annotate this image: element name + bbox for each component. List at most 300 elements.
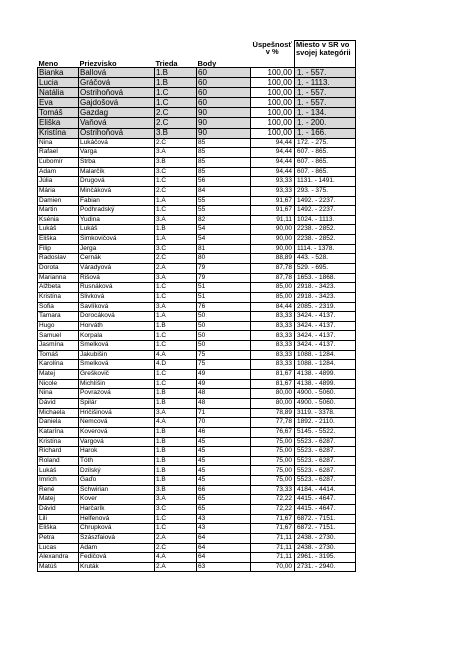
cell-success: 85,00 — [251, 283, 295, 293]
cell-name: Nicole — [38, 379, 79, 389]
cell-rank: 1. - 200. — [295, 118, 356, 128]
table-row — [38, 302, 356, 312]
cell-points: 82 — [197, 215, 251, 225]
table-row — [38, 418, 356, 428]
cell-class: 1.C — [155, 88, 197, 98]
cell-class: 1.B — [155, 321, 197, 331]
cell-points: 90 — [197, 118, 251, 128]
cell-success: 78,89 — [251, 408, 295, 418]
table-row — [38, 447, 356, 457]
cell-name: Ksénia — [38, 215, 79, 225]
cell-points: 54 — [197, 225, 251, 235]
cell-success: 75,00 — [251, 466, 295, 476]
cell-name: Tamara — [38, 312, 79, 322]
cell-points: 64 — [197, 553, 251, 563]
cell-surname: Malarčík — [79, 167, 155, 177]
cell-surname: Adam — [79, 543, 155, 553]
header-success-line2: v % — [265, 47, 279, 56]
table-row — [38, 235, 356, 245]
cell-success: 83,33 — [251, 312, 295, 322]
cell-success: 73,33 — [251, 485, 295, 495]
cell-points: 45 — [197, 466, 251, 476]
cell-surname: Greškovič — [79, 370, 155, 380]
cell-success: 100,00 — [251, 108, 295, 118]
cell-success: 87,78 — [251, 263, 295, 273]
table-row — [38, 273, 356, 283]
cell-name: Samuel — [38, 331, 79, 341]
cell-name: Kristína — [38, 128, 79, 138]
table-row — [38, 196, 356, 206]
table-row — [38, 398, 356, 408]
cell-class: 1.C — [155, 341, 197, 351]
table-row — [38, 148, 356, 158]
cell-class: 1.C — [155, 524, 197, 534]
header-row — [38, 41, 356, 68]
cell-success: 100,00 — [251, 118, 295, 128]
table-row — [38, 118, 356, 128]
cell-points: 50 — [197, 331, 251, 341]
cell-success: 90,00 — [251, 235, 295, 245]
table-row — [38, 167, 356, 177]
cell-success: 83,33 — [251, 350, 295, 360]
cell-rank: 1. - 557. — [295, 88, 356, 98]
cell-rank: 529. - 695. — [295, 263, 356, 273]
cell-class: 1.A — [155, 312, 197, 322]
cell-success: 70,00 — [251, 562, 295, 572]
cell-success: 88,89 — [251, 254, 295, 264]
cell-points: 76 — [197, 302, 251, 312]
table-row — [38, 225, 356, 235]
cell-rank: 1088. - 1284. — [295, 350, 356, 360]
cell-points: 55 — [197, 206, 251, 216]
table-row — [38, 98, 356, 108]
cell-class: 2.C — [155, 138, 197, 148]
cell-surname: Kruták — [79, 562, 155, 572]
table-row — [38, 427, 356, 437]
cell-success: 80,00 — [251, 398, 295, 408]
cell-points: 60 — [197, 68, 251, 78]
cell-surname: Minčáková — [79, 186, 155, 196]
cell-surname: Ostrihoňová — [79, 128, 155, 138]
header-rank — [295, 41, 356, 68]
cell-rank: 2918. - 3423. — [295, 292, 356, 302]
table-row — [38, 360, 356, 370]
cell-name: Lili — [38, 514, 79, 524]
cell-name: Eliška — [38, 524, 79, 534]
cell-success: 81,67 — [251, 379, 295, 389]
table-row — [38, 533, 356, 543]
cell-success: 91,67 — [251, 206, 295, 216]
cell-points: 48 — [197, 398, 251, 408]
cell-surname: Horváth — [79, 321, 155, 331]
header-success-line1: Úspešnosť — [252, 40, 292, 49]
cell-surname: Koverová — [79, 427, 155, 437]
cell-name: Imrich — [38, 476, 79, 486]
cell-surname: Helfenová — [79, 514, 155, 524]
cell-name: Rafael — [38, 148, 79, 158]
cell-success: 71,11 — [251, 543, 295, 553]
cell-surname: Fabian — [79, 196, 155, 206]
cell-surname: Gajdošová — [79, 98, 155, 108]
header-points: Body — [197, 58, 217, 68]
cell-points: 49 — [197, 379, 251, 389]
cell-success: 71,67 — [251, 514, 295, 524]
cell-rank: 5523. - 6287. — [295, 447, 356, 457]
cell-surname: Vaňová — [79, 118, 155, 128]
table-row — [38, 283, 356, 293]
cell-rank: 1131. - 1491. — [295, 177, 356, 187]
cell-rank: 1. - 166. — [295, 128, 356, 138]
cell-rank: 2438. - 2730. — [295, 543, 356, 553]
cell-name: Nina — [38, 138, 79, 148]
table-row — [38, 177, 356, 187]
cell-points: 43 — [197, 524, 251, 534]
cell-surname: Šmelková — [79, 341, 155, 351]
cell-success: 91,11 — [251, 215, 295, 225]
cell-surname: Harčarík — [79, 505, 155, 515]
cell-class: 2.A — [155, 533, 197, 543]
table-row — [38, 562, 356, 572]
cell-points: 75 — [197, 360, 251, 370]
cell-class: 1.B — [155, 78, 197, 88]
cell-name: Júlia — [38, 177, 79, 187]
table-row — [38, 476, 356, 486]
cell-name: Karolína — [38, 360, 79, 370]
cell-surname: Schwirian — [79, 485, 155, 495]
cell-success: 93,33 — [251, 186, 295, 196]
cell-surname: Lukáš — [79, 225, 155, 235]
cell-surname: Drugová — [79, 177, 155, 187]
cell-points: 51 — [197, 292, 251, 302]
cell-points: 56 — [197, 177, 251, 187]
cell-rank: 607. - 865. — [295, 157, 356, 167]
cell-rank: 5523. - 6287. — [295, 456, 356, 466]
cell-points: 85 — [197, 167, 251, 177]
cell-surname: Štrba — [79, 157, 155, 167]
cell-rank: 1. - 1113. — [295, 78, 356, 88]
cell-success: 90,00 — [251, 244, 295, 254]
table-row — [38, 206, 356, 216]
cell-points: 64 — [197, 543, 251, 553]
cell-rank: 3424. - 4137. — [295, 341, 356, 351]
table-row — [38, 331, 356, 341]
table-row — [38, 408, 356, 418]
cell-surname: Lukáčová — [79, 138, 155, 148]
cell-name: Dávid — [38, 398, 79, 408]
cell-class: 2.C — [155, 254, 197, 264]
cell-points: 79 — [197, 273, 251, 283]
cell-points: 60 — [197, 88, 251, 98]
table-row — [38, 350, 356, 360]
cell-success: 80,00 — [251, 389, 295, 399]
cell-rank: 1492. - 2237. — [295, 196, 356, 206]
cell-rank: 443. - 528. — [295, 254, 356, 264]
cell-name: Daniela — [38, 418, 79, 428]
table-row — [38, 437, 356, 447]
cell-success: 94,44 — [251, 148, 295, 158]
cell-points: 65 — [197, 495, 251, 505]
cell-class: 3.B — [155, 485, 197, 495]
table-row — [38, 292, 356, 302]
cell-surname: Jerga — [79, 244, 155, 254]
cell-surname: Ostrihoňová — [79, 88, 155, 98]
table-row — [38, 466, 356, 476]
cell-class: 1.B — [155, 398, 197, 408]
cell-success: 83,33 — [251, 331, 295, 341]
cell-class: 1.C — [155, 379, 197, 389]
cell-name: Petra — [38, 533, 79, 543]
cell-rank: 2438. - 2730. — [295, 533, 356, 543]
cell-class: 1.B — [155, 447, 197, 457]
cell-success: 100,00 — [251, 78, 295, 88]
cell-class: 1.B — [155, 389, 197, 399]
cell-points: 70 — [197, 418, 251, 428]
cell-rank: 1. - 134. — [295, 108, 356, 118]
cell-name: Matúš — [38, 562, 79, 572]
cell-class: 3.A — [155, 408, 197, 418]
cell-class: 1.B — [155, 466, 197, 476]
table-row — [38, 505, 356, 515]
cell-surname: Ballová — [79, 68, 155, 78]
cell-class: 2.C — [155, 118, 197, 128]
cell-success: 87,78 — [251, 273, 295, 283]
cell-rank: 5523. - 6287. — [295, 476, 356, 486]
cell-success: 71,67 — [251, 524, 295, 534]
cell-surname: Gazdag — [79, 108, 155, 118]
cell-points: 45 — [197, 456, 251, 466]
cell-success: 75,00 — [251, 447, 295, 457]
cell-surname: Harok — [79, 447, 155, 457]
cell-surname: Varga — [79, 148, 155, 158]
table-row — [38, 244, 356, 254]
cell-success: 100,00 — [251, 128, 295, 138]
cell-rank: 607. - 865. — [295, 148, 356, 158]
table-row — [38, 456, 356, 466]
cell-class: 3.C — [155, 244, 197, 254]
cell-class: 1.C — [155, 283, 197, 293]
cell-name: Matej — [38, 370, 79, 380]
table-row — [38, 254, 356, 264]
cell-surname: Slivková — [79, 292, 155, 302]
table-row — [38, 495, 356, 505]
cell-class: 1.C — [155, 514, 197, 524]
header-success — [251, 41, 295, 68]
cell-surname: Jakubišin — [79, 350, 155, 360]
cell-class: 1.A — [155, 196, 197, 206]
cell-class: 2.C — [155, 108, 197, 118]
cell-name: Natália — [38, 88, 79, 98]
cell-class: 3.A — [155, 495, 197, 505]
cell-success: 72,22 — [251, 505, 295, 515]
cell-rank: 293. - 375. — [295, 186, 356, 196]
cell-rank: 6872. - 7151. — [295, 514, 356, 524]
table-row — [38, 553, 356, 563]
cell-points: 46 — [197, 427, 251, 437]
cell-name: Richard — [38, 447, 79, 457]
cell-name: Dorota — [38, 263, 79, 273]
cell-rank: 2731. - 2940. — [295, 562, 356, 572]
cell-points: 90 — [197, 128, 251, 138]
cell-success: 84,44 — [251, 302, 295, 312]
cell-success: 83,33 — [251, 341, 295, 351]
cell-name: Bianka — [38, 68, 79, 78]
cell-points: 79 — [197, 263, 251, 273]
cell-name: Eliška — [38, 235, 79, 245]
cell-class: 4.A — [155, 350, 197, 360]
cell-rank: 2961. - 3195. — [295, 553, 356, 563]
cell-success: 93,33 — [251, 177, 295, 187]
cell-class: 3.A — [155, 302, 197, 312]
cell-rank: 607. - 865. — [295, 167, 356, 177]
cell-name: Lucia — [38, 78, 79, 88]
cell-success: 94,44 — [251, 157, 295, 167]
cell-surname: Nemcová — [79, 418, 155, 428]
cell-class: 1.B — [155, 476, 197, 486]
cell-rank: 4184. - 4414. — [295, 485, 356, 495]
cell-points: 43 — [197, 514, 251, 524]
cell-surname: Gaďo — [79, 476, 155, 486]
cell-success: 94,44 — [251, 138, 295, 148]
cell-points: 50 — [197, 312, 251, 322]
cell-rank: 1024. - 1113. — [295, 215, 356, 225]
cell-success: 81,67 — [251, 370, 295, 380]
cell-rank: 4415. - 4647. — [295, 505, 356, 515]
cell-surname: Váradyová — [79, 263, 155, 273]
cell-rank: 4900. - 5060. — [295, 398, 356, 408]
cell-points: 50 — [197, 321, 251, 331]
cell-class: 1.C — [155, 98, 197, 108]
cell-success: 90,00 — [251, 225, 295, 235]
cell-points: 50 — [197, 341, 251, 351]
cell-points: 85 — [197, 157, 251, 167]
table-row — [38, 312, 356, 322]
cell-rank: 3424. - 4137. — [295, 331, 356, 341]
header-rank-line2: svojej kategórii — [296, 47, 351, 57]
cell-points: 45 — [197, 447, 251, 457]
cell-rank: 1653. - 1868. — [295, 273, 356, 283]
cell-success: 83,33 — [251, 321, 295, 331]
cell-rank: 4415. - 4647. — [295, 495, 356, 505]
cell-class: 4.D — [155, 360, 197, 370]
cell-name: Roland — [38, 456, 79, 466]
cell-class: 3.A — [155, 215, 197, 225]
cell-success: 94,44 — [251, 167, 295, 177]
table-row — [38, 186, 356, 196]
cell-name: Damien — [38, 196, 79, 206]
results-table — [37, 40, 356, 572]
cell-name: Tomáš — [38, 108, 79, 118]
cell-class: 1.B — [155, 456, 197, 466]
cell-class: 2.A — [155, 562, 197, 572]
cell-points: 60 — [197, 78, 251, 88]
cell-rank: 1492. - 2237. — [295, 206, 356, 216]
cell-rank: 1. - 557. — [295, 68, 356, 78]
cell-class: 2.C — [155, 186, 197, 196]
cell-rank: 1114. - 1378. — [295, 244, 356, 254]
cell-class: 1.B — [155, 225, 197, 235]
cell-rank: 5145. - 5522. — [295, 427, 356, 437]
cell-surname: Dorocáková — [79, 312, 155, 322]
cell-name: Michaela — [38, 408, 79, 418]
cell-rank: 4138. - 4899. — [295, 370, 356, 380]
cell-class: 3.B — [155, 157, 197, 167]
cell-points: 63 — [197, 562, 251, 572]
cell-class: 4.A — [155, 553, 197, 563]
cell-surname: Gráčová — [79, 78, 155, 88]
cell-points: 55 — [197, 196, 251, 206]
cell-name: Kristína — [38, 292, 79, 302]
cell-name: Lukáš — [38, 225, 79, 235]
cell-points: 71 — [197, 408, 251, 418]
table-row — [38, 524, 356, 534]
table-row — [38, 370, 356, 380]
cell-success: 85,00 — [251, 292, 295, 302]
table-row — [38, 68, 356, 78]
cell-points: 75 — [197, 350, 251, 360]
cell-surname: Rišová — [79, 273, 155, 283]
cell-rank: 172. - 275. — [295, 138, 356, 148]
table-row — [38, 157, 356, 167]
cell-surname: Dzilský — [79, 466, 155, 476]
cell-class: 3.A — [155, 148, 197, 158]
cell-points: 45 — [197, 476, 251, 486]
cell-rank: 5523. - 6287. — [295, 466, 356, 476]
cell-rank: 1892. - 2110. — [295, 418, 356, 428]
cell-points: 81 — [197, 244, 251, 254]
table-row — [38, 138, 356, 148]
cell-name: Alžbeta — [38, 283, 79, 293]
header-name: Meno — [38, 58, 59, 68]
cell-success: 76,67 — [251, 427, 295, 437]
table-row — [38, 514, 356, 524]
cell-class: 2.C — [155, 543, 197, 553]
cell-points: 85 — [197, 138, 251, 148]
cell-name: Filip — [38, 244, 79, 254]
cell-surname: Šimkovičová — [79, 235, 155, 245]
cell-name: Kristína — [38, 437, 79, 447]
table-row — [38, 485, 356, 495]
cell-class: 1.C — [155, 292, 197, 302]
table-row — [38, 341, 356, 351]
cell-success: 75,00 — [251, 456, 295, 466]
cell-surname: Szászfaiová — [79, 533, 155, 543]
header-rank-line1: Miesto v SR vo — [296, 40, 350, 49]
cell-class: 1.A — [155, 235, 197, 245]
cell-class: 3.A — [155, 273, 197, 283]
cell-class: 3.C — [155, 505, 197, 515]
cell-rank: 1088. - 1284. — [295, 360, 356, 370]
cell-points: 49 — [197, 370, 251, 380]
cell-class: 1.C — [155, 370, 197, 380]
cell-name: Radoslav — [38, 254, 79, 264]
cell-surname: Podhradský — [79, 206, 155, 216]
cell-name: Adam — [38, 167, 79, 177]
cell-surname: Yudina — [79, 215, 155, 225]
cell-name: Matej — [38, 495, 79, 505]
cell-points: 60 — [197, 98, 251, 108]
cell-surname: Michlíšin — [79, 379, 155, 389]
table-row — [38, 389, 356, 399]
cell-rank: 2238. - 2852. — [295, 225, 356, 235]
cell-rank: 5523. - 6287. — [295, 437, 356, 447]
cell-name: Mária — [38, 186, 79, 196]
cell-class: 1.C — [155, 206, 197, 216]
cell-class: 3.B — [155, 128, 197, 138]
cell-class: 1.C — [155, 177, 197, 187]
cell-rank: 4138. - 4899. — [295, 379, 356, 389]
cell-points: 66 — [197, 485, 251, 495]
cell-success: 75,00 — [251, 437, 295, 447]
